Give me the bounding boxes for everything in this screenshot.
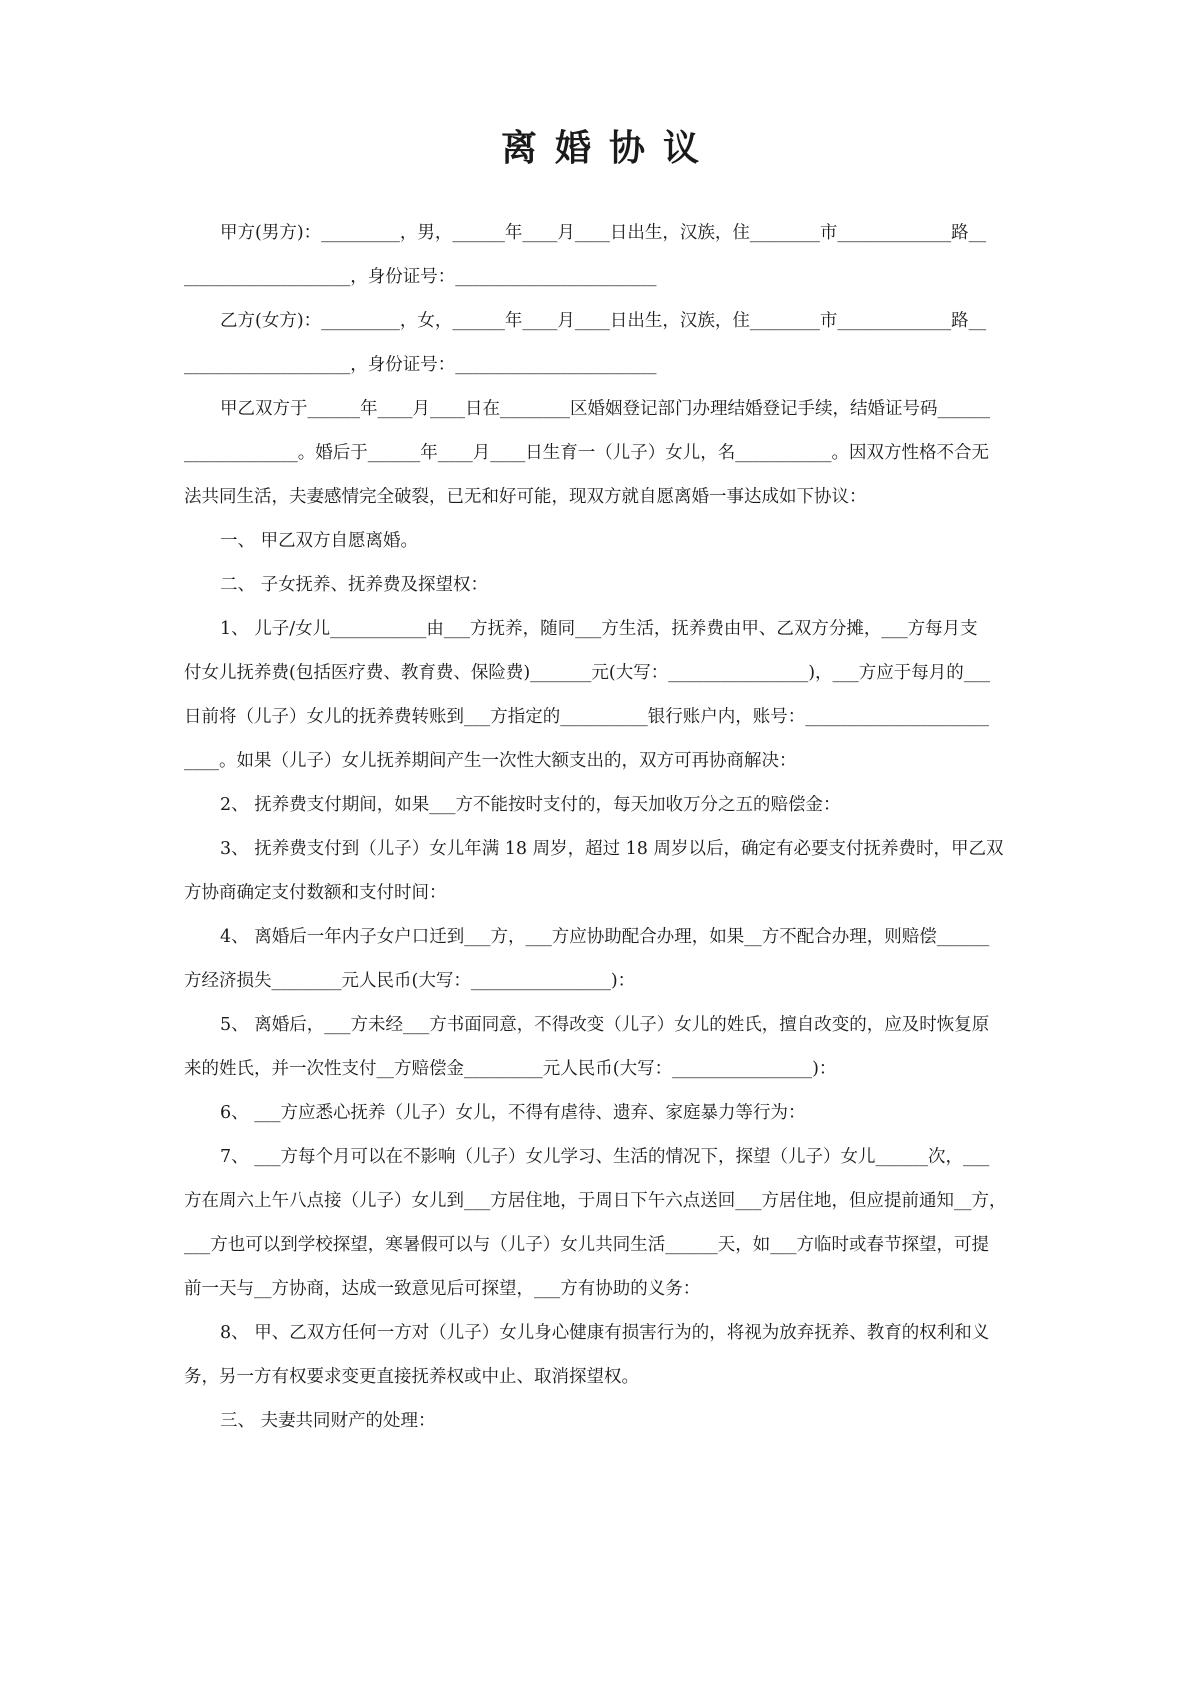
party-a-line-1: 甲方(男方)：_________，男，______年____月____日出生，汉族，住________市_____________路__ [220,223,987,243]
item-1-line-3: 日前将（儿子）女儿的抚养费转账到___方指定的__________银行账户内，账号：_____________________ [184,707,989,727]
item-8-line-1: 8、 甲、乙双方任何一方对（儿子）女儿身心健康有损害行为的，将视为放弃抚养、教育的权利和义 [220,1323,990,1343]
clause-2-heading: 二、 子女抚养、抚养费及探望权： [220,575,489,595]
preamble-line-3: 法共同生活，夫妻感情完全破裂，已无和好可能，现双方就自愿离婚一事达成如下协议： [184,487,867,507]
preamble-line-2: _____________。婚后于______年____月____日生育一（儿子）女儿，名___________。因双方性格不合无 [184,443,989,463]
item-6-line: 6、 ___方应悉心抚养（儿子）女儿，不得有虐待、遗弃、家庭暴力等行为： [220,1103,806,1123]
party-b-line-2: ___________________，身份证号：_______________________ [184,355,657,375]
item-2-line: 2、 抚养费支付期间，如果___方不能按时支付的，每天加收万分之五的赔偿金： [220,795,841,815]
item-7-line-2: 方在周六上午八点接（儿子）女儿到___方居住地，于周日下午六点送回___方居住地，但应提前通知__方， [184,1191,1007,1211]
item-4-line-1: 4、 离婚后一年内子女户口迁到___方，___方应协助配合办理，如果__方不配合办理，则赔偿______ [220,927,990,947]
clause-1-heading: 一、 甲乙双方自愿离婚。 [220,531,419,551]
item-7-line-4: 前一天与__方协商，达成一致意见后可探望，___方有协助的义务： [184,1279,701,1299]
item-4-line-2: 方经济损失________元人民币(大写：________________)： [184,971,636,991]
item-3-line-2: 方协商确定支付数额和支付时间： [184,883,447,903]
clause-3-heading: 三、 夫妻共同财产的处理： [220,1411,436,1431]
item-1-line-2: 付女儿抚养费(包括医疗费、教育费、保险费)_______元(大写：________________)，___方应于每月的___ [184,663,991,683]
item-1-line-4: ____。如果（儿子）女儿抚养期间产生一次性大额支出的，双方可再协商解决： [184,751,797,771]
item-7-line-3: ___方也可以到学校探望，寒暑假可以与（儿子）女儿共同生活______天，如___方临时或春节探望，可提 [184,1235,989,1255]
party-a-line-2: ___________________，身份证号：_______________________ [184,267,657,287]
item-5-line-1: 5、 离婚后，___方未经___方书面同意，不得改变（儿子）女儿的姓氏，擅自改变的，应及时恢复原 [220,1015,990,1035]
item-1-line-1: 1、 儿子/女儿___________由___方抚养，随同___方生活，抚养费由甲、乙双方分摊，___方每月支 [220,619,978,639]
item-3-line-1: 3、 抚养费支付到（儿子）女儿年满 18 周岁，超过 18 周岁以后，确定有必要支付抚养费时，甲乙双 [220,839,1004,859]
item-8-line-2: 务，另一方有权要求变更直接抚养权或中止、取消探望权。 [184,1367,639,1387]
party-b-line-1: 乙方(女方)：_________，女，______年____月____日出生，汉族，住________市_____________路__ [220,311,987,331]
item-5-line-2: 来的姓氏，并一次性支付__方赔偿金_________元人民币(大写：________________)： [184,1059,837,1079]
document-title: 离婚协议 [500,127,717,169]
preamble-line-1: 甲乙双方于______年____月____日在________区婚姻登记部门办理结婚登记手续，结婚证号码______ [220,399,990,419]
item-7-line-1: 7、 ___方每个月可以在不影响（儿子）女儿学习、生活的情况下，探望（儿子）女儿______次，___ [220,1147,990,1167]
